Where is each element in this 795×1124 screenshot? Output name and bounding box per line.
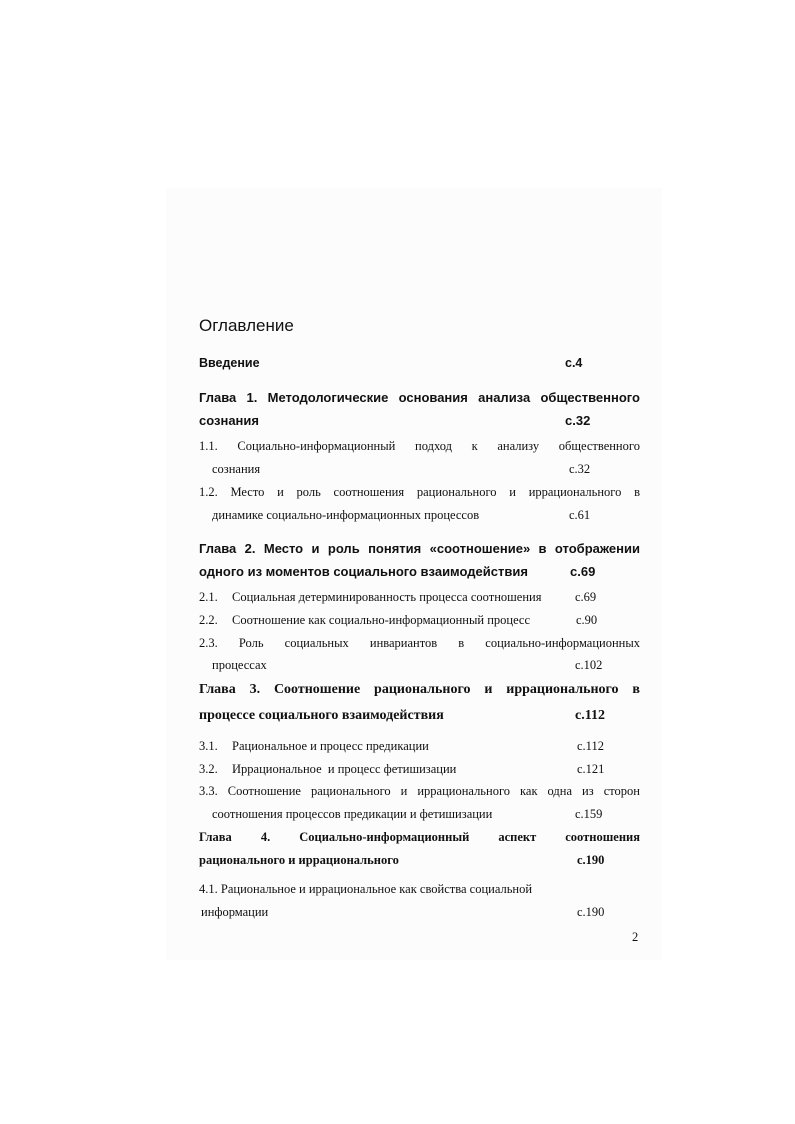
word: сторон [603,784,640,798]
word: как [520,784,538,798]
word: социальных [284,636,349,650]
word: из [582,784,594,798]
word: рационального [374,682,471,697]
word: иррационального [417,784,511,798]
toc-s3-1-label: Рациональное и процесс предикации [232,739,429,753]
toc-ch2-heading-line1 [199,541,640,556]
toc-s1-2-line2: динамике социально-информационных процессов [212,508,480,522]
word: инвариантов [369,636,438,650]
word: отображении [554,541,640,556]
word: Глава [199,390,237,405]
word: Место [230,485,265,499]
toc-s4-1-page: с.190 [577,905,605,919]
page-number: 2 [632,930,639,944]
toc-ch2-page: с.69 [570,564,596,579]
word: и [509,485,516,499]
word: и [277,485,284,499]
toc-intro-label: Введение [199,356,260,370]
word: аспект [498,830,537,844]
toc-ch3-heading-line2: процессе социального взаимодействия [199,708,444,723]
word: соотношения [565,830,640,844]
word: одна [547,784,573,798]
word: в [632,682,640,697]
toc-s1-1-line1 [199,439,640,454]
word: соотношения [333,485,405,499]
word: Место [263,541,304,556]
toc-s1-2-page: с.61 [569,508,591,522]
word: 1. [246,390,258,405]
toc-ch3-heading-line1 [199,682,640,698]
word: 2.3. [199,636,218,650]
toc-s3-2-label: Иррациональное и процесс фетишизации [232,762,457,776]
word: рационального [416,485,497,499]
word: социально-информационных [485,636,640,650]
word: рационального [310,784,391,798]
word: анализа [478,390,531,405]
toc-s3-3-page: с.159 [575,807,603,821]
word: и [484,682,493,697]
word: общественного [540,390,640,405]
toc-s2-2-page: с.90 [576,613,598,627]
word: Глава [199,541,237,556]
word: 3. [249,682,261,697]
toc-s2-2-label: Соотношение как социально-информационный процесс [232,613,531,627]
word: 4. [260,830,271,844]
toc-ch4-page: с.190 [577,853,605,867]
toc-s3-1-page: с.112 [577,739,604,753]
toc-ch1-heading-line2: сознания [199,413,259,428]
toc-s2-3-page: с.102 [575,658,603,672]
word: роль [327,541,360,556]
word: Глава [199,682,236,697]
word: «соотношение» [429,541,531,556]
word: иррационального [528,485,622,499]
toc-s2-2-num: 2.2. [199,613,218,627]
word: Глава [199,830,232,844]
toc-ch4-heading-line1 [199,830,640,845]
toc-s3-2-page: с.121 [577,762,605,776]
word: Социально-информационный [299,830,470,844]
toc-s3-1-num: 3.1. [199,739,218,753]
word: роль [296,485,321,499]
word: 3.3. [199,784,218,798]
word: 1.1. [199,439,218,453]
word: основания [398,390,468,405]
toc-s1-2-line1 [199,485,640,500]
toc-s1-1-line2: сознания [212,462,261,476]
toc-s4-1-line1: 4.1. Рациональное и иррациональное как свойства социальной [199,882,533,896]
toc-s3-3-line1 [199,784,640,799]
toc-title: Оглавление [199,316,294,335]
word: Методологические [267,390,389,405]
toc-s1-1-page: с.32 [569,462,591,476]
word: Соотношение [227,784,301,798]
toc-intro-page: с.4 [565,356,583,370]
toc-s2-1-page: с.69 [575,590,597,604]
toc-s4-1-line2: информации [201,905,269,919]
word: анализу [497,439,540,453]
word: общественного [558,439,640,453]
toc-ch1-page: с.32 [565,413,591,428]
word: в [634,485,640,499]
word: иррационального [506,682,619,697]
word: в [458,636,465,650]
word: и [400,784,408,798]
toc-s2-1-label: Социальная детерминированность процесса соотношения [232,590,542,604]
word: Роль [238,636,264,650]
word: к [471,439,478,453]
word: Социально-информационный [237,439,396,453]
toc-ch1-heading-line1 [199,390,640,405]
word: 2. [244,541,256,556]
toc-s3-2-num: 3.2. [199,762,218,776]
toc-ch4-heading-line2: рационального и иррационального [199,853,399,867]
word: и [311,541,320,556]
toc-s2-3-line1 [199,636,640,651]
word: в [538,541,547,556]
toc-ch2-heading-line2: одного из моментов социального взаимодействия [199,564,528,579]
toc-ch3-page: с.112 [575,708,605,723]
word: подход [415,439,452,453]
toc-s2-1-num: 2.1. [199,590,218,604]
toc-s2-3-line2: процессах [212,658,267,672]
word: понятия [368,541,422,556]
toc-s3-3-line2: соотношения процессов предикации и фетишизации [212,807,493,821]
word: Соотношение [273,682,361,697]
word: 1.2. [199,485,218,499]
